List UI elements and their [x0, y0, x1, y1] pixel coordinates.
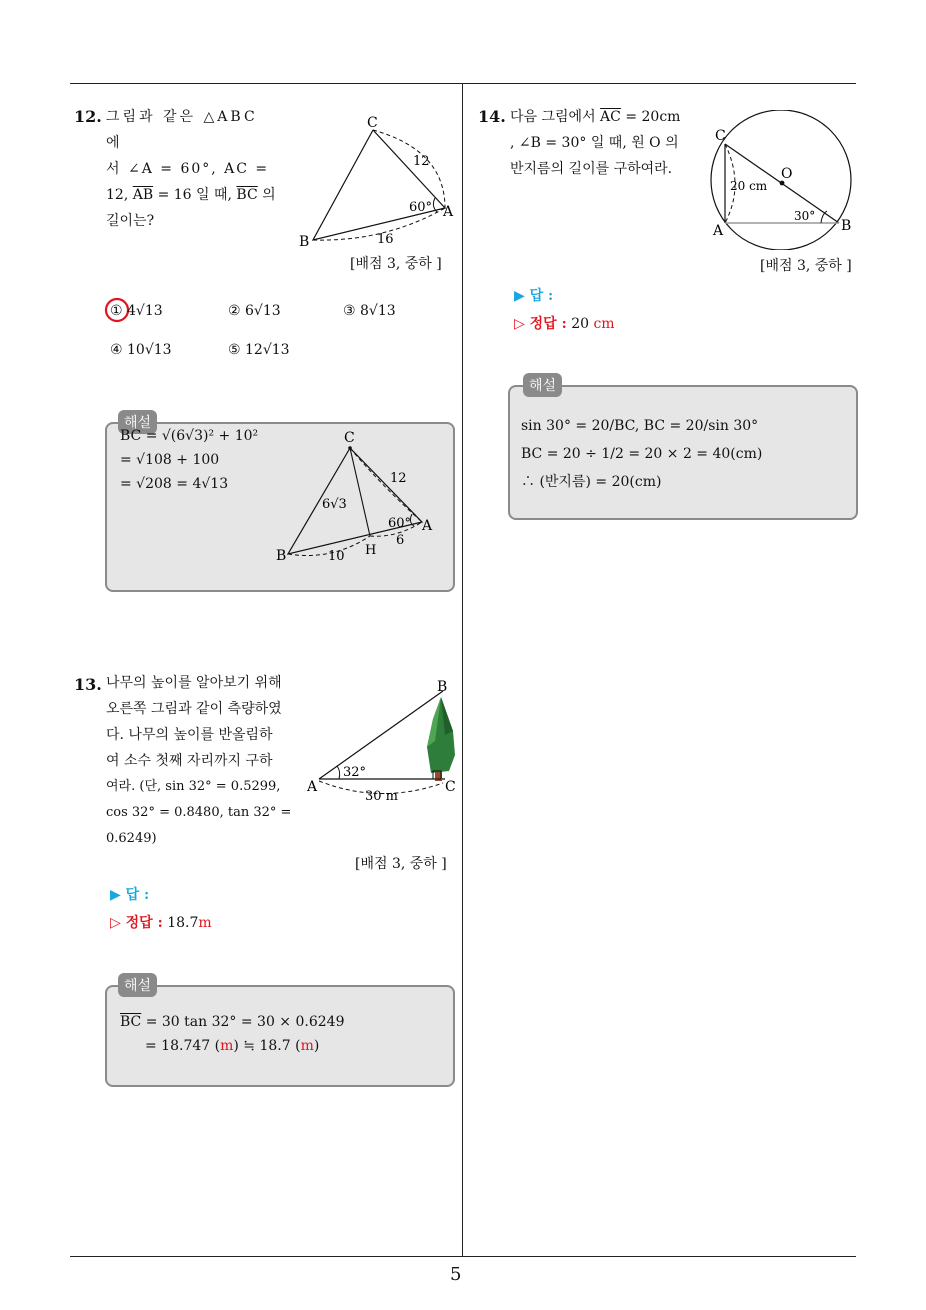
q12-line4: 길이는?	[106, 213, 155, 229]
q12-side-ab: 16	[377, 232, 394, 247]
q13-line2: 오른쪽 그림과 같이 측량하였	[106, 701, 282, 717]
q14-number: 14.	[478, 107, 506, 126]
q13-line6: cos 32° = 0.8480, tan 32° =	[106, 805, 292, 820]
q13-line4: 여 소수 첫째 자리까지 구하	[106, 753, 273, 769]
q12-line3: 12, $\overline{AB} = 16$ 일 때, $\overline{BC}$ 의	[106, 187, 276, 203]
q12-sol-6: 6	[396, 533, 405, 548]
q12-sol-angle: 60°	[388, 516, 412, 531]
q12-label-b: B	[299, 234, 310, 250]
q12-solution-tag: 해설	[118, 410, 157, 434]
q13-line1: 나무의 높이를 알아보기 위해	[106, 675, 282, 691]
q13-sol-line1: $\overline{BC} = 30$ tan 32° = 30 × 0.6249	[120, 1014, 345, 1030]
q12-sol-6root3: 6√3	[322, 497, 347, 512]
q13-text	[106, 670, 296, 852]
q14-score: [배점 3, 중하 ]	[760, 258, 852, 274]
q12-choice-1[interactable]: ① 4√13	[110, 303, 163, 319]
bottom-rule	[70, 1256, 856, 1257]
q12-sol-line2: = √108 + 100	[120, 452, 220, 468]
q12-angle: 60°	[409, 200, 433, 215]
q14-circle-figure	[705, 110, 865, 250]
q13-correct	[110, 912, 212, 932]
q14-correct	[514, 313, 615, 333]
q14-line1: 다음 그림에서 $\overline{AC} = 20cm$	[510, 109, 681, 125]
q14-length: 20 cm	[730, 179, 768, 193]
q13-number: 13.	[74, 675, 102, 694]
q12-side-ca: 12	[413, 154, 430, 169]
q14-label-o: O	[781, 166, 793, 182]
q13-solution-tag: 해설	[118, 973, 157, 997]
q14-solution-text	[521, 412, 762, 496]
q13-distance: 30 m	[365, 789, 399, 804]
q13-solution-text	[120, 1010, 344, 1058]
q14-line2: , ∠B = 30° 일 때, 원 O 의	[510, 135, 679, 151]
q12-sol-label-b: B	[276, 548, 287, 564]
q12-sol-label-c: C	[344, 430, 355, 446]
q14-answer-label: ▶ 답 :	[514, 288, 554, 304]
q12-choice-3[interactable]: ③ 8√13	[343, 303, 396, 319]
q12-choice-5[interactable]: ⑤ 12√13	[228, 342, 290, 358]
q14-correct-unit: cm	[593, 316, 615, 332]
q14-angle: 30°	[794, 209, 816, 223]
q14-text	[510, 104, 700, 182]
q14-label-c: C	[715, 128, 726, 144]
q13-line7: 0.6249)	[106, 831, 157, 846]
q13-correct-label: ▷ 정답 :	[110, 915, 163, 931]
q13-label-a: A	[307, 779, 318, 795]
q12-sol-h: H	[365, 543, 377, 558]
q14-label-a: A	[713, 223, 724, 239]
q14-sol-line2: BC = 20 ÷ 1/2 = 20 × 2 = 40(cm)	[521, 446, 763, 462]
q13-correct-unit: m	[198, 915, 212, 931]
q12-label-a: A	[443, 204, 454, 220]
q13-answer-label: ▶ 답 :	[110, 887, 150, 903]
top-rule	[70, 83, 856, 84]
q14-label-b: B	[841, 218, 852, 234]
q13-correct-value: 18.7	[167, 915, 199, 931]
q14-correct-value: 20	[571, 316, 590, 332]
q12-solution-text	[120, 424, 258, 496]
q12-sol-label-a: A	[422, 518, 433, 534]
q13-score: [배점 3, 중하 ]	[355, 856, 447, 872]
q14-correct-label: ▷ 정답 :	[514, 316, 567, 332]
page-number: 5	[450, 1264, 462, 1285]
q14-solution-tag: 해설	[523, 373, 562, 397]
q14-line3: 반지름의 길이를 구하여라.	[510, 161, 673, 177]
q12-triangle-figure	[295, 110, 465, 260]
q13-line5: 여라. (단, sin 32° = 0.5299,	[106, 779, 281, 794]
q14-sol-line3: ∴ (반지름) = 20(cm)	[521, 474, 662, 490]
q12-line2: 서 ∠A = 60°, AC =	[106, 161, 270, 177]
q12-choice-2[interactable]: ② 6√13	[228, 303, 281, 319]
q12-number: 12.	[74, 107, 102, 126]
q12-sol-line3: = √208 = 4√13	[120, 476, 229, 492]
q12-choice-4[interactable]: ④ 10√13	[110, 342, 172, 358]
q12-label-c: C	[367, 115, 378, 131]
q13-label-c: C	[445, 779, 456, 795]
q13-line3: 다. 나무의 높이를 반올림하	[106, 727, 273, 743]
q14-sol-line1: sin 30° = 20/BC, BC = 20/sin 30°	[521, 418, 759, 434]
q13-tree-figure	[305, 675, 465, 805]
q12-text	[106, 104, 276, 234]
q13-label-b: B	[437, 679, 448, 695]
q12-solution-figure	[272, 426, 447, 566]
q12-score: [배점 3, 중하 ]	[350, 256, 442, 272]
q12-sol-line1: BC = √(6√3)² + 10²	[120, 428, 259, 444]
q12-sol-10: 10	[328, 549, 345, 564]
q13-angle: 32°	[343, 765, 367, 780]
q12-sol-12: 12	[390, 471, 407, 486]
q12-line1: 그림과 같은 △ABC 에	[106, 109, 258, 151]
q13-sol-line2: = 18.747 (m) ≒ 18.7 (m)	[145, 1038, 320, 1054]
